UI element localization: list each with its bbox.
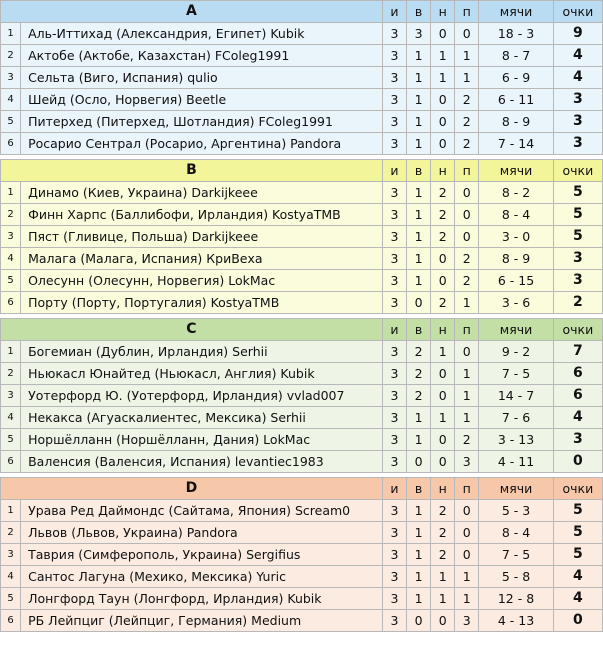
team-name: Шейд (Осло, Норвегия) Beetle <box>21 89 383 111</box>
team-name: РБ Лейпциг (Лейпциг, Германия) Medium <box>21 610 383 632</box>
won: 1 <box>407 544 431 566</box>
goals: 4 - 11 <box>479 451 553 473</box>
group-header-row <box>1 160 603 182</box>
goals: 9 - 2 <box>479 341 553 363</box>
lost: 1 <box>455 67 479 89</box>
played: 3 <box>382 407 406 429</box>
played: 3 <box>382 429 406 451</box>
drawn: 0 <box>431 270 455 292</box>
points: 3 <box>553 270 602 292</box>
played: 3 <box>382 588 406 610</box>
col-header-points: очки <box>553 160 602 182</box>
won: 1 <box>407 407 431 429</box>
drawn: 2 <box>431 522 455 544</box>
col-header-lost: п <box>455 160 479 182</box>
played: 3 <box>382 133 406 155</box>
table-row <box>1 610 603 632</box>
team-name: Богемиан (Дублин, Ирландия) Serhii <box>21 341 383 363</box>
team-name: Львов (Львов, Украина) Pandora <box>21 522 383 544</box>
lost: 0 <box>455 204 479 226</box>
goals: 8 - 9 <box>479 111 553 133</box>
lost: 2 <box>455 133 479 155</box>
table-row <box>1 292 603 314</box>
points: 3 <box>553 89 602 111</box>
points: 5 <box>553 544 602 566</box>
team-name: Аль-Иттихад (Александрия, Египет) Kubik <box>21 23 383 45</box>
goals: 7 - 5 <box>479 363 553 385</box>
points: 6 <box>553 363 602 385</box>
table-row <box>1 23 603 45</box>
position: 5 <box>1 111 21 133</box>
table-row <box>1 111 603 133</box>
won: 1 <box>407 248 431 270</box>
team-name: Лонгфорд Таун (Лонгфорд, Ирландия) Kubik <box>21 588 383 610</box>
won: 1 <box>407 111 431 133</box>
table-row <box>1 588 603 610</box>
played: 3 <box>382 522 406 544</box>
points: 0 <box>553 610 602 632</box>
won: 1 <box>407 270 431 292</box>
position: 6 <box>1 292 21 314</box>
col-header-drawn: н <box>431 1 455 23</box>
lost: 2 <box>455 111 479 133</box>
drawn: 0 <box>431 23 455 45</box>
table-row <box>1 204 603 226</box>
table-row <box>1 363 603 385</box>
position: 1 <box>1 500 21 522</box>
col-header-lost: п <box>455 1 479 23</box>
played: 3 <box>382 544 406 566</box>
points: 5 <box>553 226 602 248</box>
played: 3 <box>382 363 406 385</box>
lost: 0 <box>455 341 479 363</box>
lost: 2 <box>455 429 479 451</box>
team-name: Урава Ред Даймондс (Сайтама, Япония) Scream0 <box>21 500 383 522</box>
played: 3 <box>382 111 406 133</box>
lost: 0 <box>455 226 479 248</box>
won: 2 <box>407 363 431 385</box>
points: 4 <box>553 588 602 610</box>
drawn: 1 <box>431 588 455 610</box>
team-name: Малага (Малага, Испания) КриВеха <box>21 248 383 270</box>
played: 3 <box>382 226 406 248</box>
goals: 8 - 2 <box>479 182 553 204</box>
lost: 2 <box>455 89 479 111</box>
drawn: 0 <box>431 610 455 632</box>
won: 2 <box>407 385 431 407</box>
goals: 5 - 8 <box>479 566 553 588</box>
drawn: 1 <box>431 67 455 89</box>
drawn: 0 <box>431 429 455 451</box>
lost: 1 <box>455 566 479 588</box>
lost: 1 <box>455 407 479 429</box>
points: 3 <box>553 133 602 155</box>
played: 3 <box>382 292 406 314</box>
table-row <box>1 407 603 429</box>
goals: 6 - 11 <box>479 89 553 111</box>
position: 4 <box>1 407 21 429</box>
points: 5 <box>553 522 602 544</box>
drawn: 0 <box>431 89 455 111</box>
position: 6 <box>1 133 21 155</box>
group-header-row <box>1 478 603 500</box>
group-name: A <box>1 1 383 23</box>
won: 1 <box>407 522 431 544</box>
lost: 2 <box>455 248 479 270</box>
position: 3 <box>1 67 21 89</box>
played: 3 <box>382 385 406 407</box>
team-name: Динамо (Киев, Украина) Darkijkeee <box>21 182 383 204</box>
goals: 8 - 7 <box>479 45 553 67</box>
goals: 6 - 9 <box>479 67 553 89</box>
team-name: Росарио Сентрал (Росарио, Аргентина) Pandora <box>21 133 383 155</box>
drawn: 1 <box>431 341 455 363</box>
col-header-played: и <box>382 478 406 500</box>
played: 3 <box>382 270 406 292</box>
points: 0 <box>553 451 602 473</box>
lost: 1 <box>455 45 479 67</box>
won: 2 <box>407 341 431 363</box>
lost: 3 <box>455 610 479 632</box>
position: 2 <box>1 204 21 226</box>
points: 4 <box>553 566 602 588</box>
points: 2 <box>553 292 602 314</box>
drawn: 0 <box>431 385 455 407</box>
col-header-drawn: н <box>431 478 455 500</box>
col-header-drawn: н <box>431 160 455 182</box>
played: 3 <box>382 182 406 204</box>
points: 3 <box>553 248 602 270</box>
drawn: 2 <box>431 292 455 314</box>
position: 6 <box>1 610 21 632</box>
points: 7 <box>553 341 602 363</box>
played: 3 <box>382 248 406 270</box>
table-row <box>1 341 603 363</box>
won: 1 <box>407 89 431 111</box>
won: 0 <box>407 610 431 632</box>
drawn: 1 <box>431 407 455 429</box>
goals: 4 - 13 <box>479 610 553 632</box>
col-header-won: в <box>407 1 431 23</box>
col-header-lost: п <box>455 319 479 341</box>
played: 3 <box>382 89 406 111</box>
group-table <box>0 159 603 314</box>
points: 3 <box>553 111 602 133</box>
col-header-lost: п <box>455 478 479 500</box>
group-name: C <box>1 319 383 341</box>
points: 4 <box>553 407 602 429</box>
points: 5 <box>553 182 602 204</box>
position: 4 <box>1 89 21 111</box>
goals: 7 - 5 <box>479 544 553 566</box>
won: 1 <box>407 182 431 204</box>
table-row <box>1 451 603 473</box>
col-header-drawn: н <box>431 319 455 341</box>
points: 6 <box>553 385 602 407</box>
table-row <box>1 385 603 407</box>
points: 4 <box>553 67 602 89</box>
table-row <box>1 429 603 451</box>
position: 3 <box>1 226 21 248</box>
drawn: 2 <box>431 204 455 226</box>
drawn: 1 <box>431 45 455 67</box>
team-name: Ньюкасл Юнайтед (Ньюкасл, Англия) Kubik <box>21 363 383 385</box>
col-header-goals: мячи <box>479 1 553 23</box>
col-header-points: очки <box>553 319 602 341</box>
group-header-row <box>1 319 603 341</box>
drawn: 2 <box>431 226 455 248</box>
team-name: Норшёлланн (Норшёлланн, Дания) LokMac <box>21 429 383 451</box>
position: 6 <box>1 451 21 473</box>
played: 3 <box>382 45 406 67</box>
points: 9 <box>553 23 602 45</box>
col-header-played: и <box>382 1 406 23</box>
position: 5 <box>1 429 21 451</box>
col-header-won: в <box>407 478 431 500</box>
col-header-played: и <box>382 319 406 341</box>
points: 4 <box>553 45 602 67</box>
lost: 0 <box>455 182 479 204</box>
col-header-points: очки <box>553 478 602 500</box>
group-table <box>0 318 603 473</box>
position: 5 <box>1 588 21 610</box>
team-name: Валенсия (Валенсия, Испания) levantiec1983 <box>21 451 383 473</box>
team-name: Пяст (Гливице, Польша) Darkijkeee <box>21 226 383 248</box>
table-row <box>1 45 603 67</box>
played: 3 <box>382 566 406 588</box>
goals: 18 - 3 <box>479 23 553 45</box>
won: 1 <box>407 226 431 248</box>
won: 1 <box>407 45 431 67</box>
drawn: 1 <box>431 566 455 588</box>
drawn: 0 <box>431 111 455 133</box>
played: 3 <box>382 610 406 632</box>
team-name: Порту (Порту, Португалия) KostyaTMB <box>21 292 383 314</box>
position: 1 <box>1 341 21 363</box>
lost: 0 <box>455 544 479 566</box>
points: 5 <box>553 204 602 226</box>
goals: 5 - 3 <box>479 500 553 522</box>
table-row <box>1 89 603 111</box>
table-row <box>1 522 603 544</box>
lost: 3 <box>455 451 479 473</box>
group-table <box>0 477 603 632</box>
goals: 3 - 0 <box>479 226 553 248</box>
won: 1 <box>407 133 431 155</box>
team-name: Сантос Лагуна (Мехико, Мексика) Yuric <box>21 566 383 588</box>
drawn: 2 <box>431 544 455 566</box>
team-name: Олесунн (Олесунн, Норвегия) LokMac <box>21 270 383 292</box>
col-header-goals: мячи <box>479 319 553 341</box>
won: 1 <box>407 588 431 610</box>
points: 5 <box>553 500 602 522</box>
won: 0 <box>407 292 431 314</box>
position: 3 <box>1 385 21 407</box>
position: 1 <box>1 23 21 45</box>
col-header-played: и <box>382 160 406 182</box>
team-name: Актобе (Актобе, Казахстан) FColeg1991 <box>21 45 383 67</box>
goals: 7 - 14 <box>479 133 553 155</box>
position: 4 <box>1 248 21 270</box>
col-header-goals: мячи <box>479 478 553 500</box>
table-row <box>1 270 603 292</box>
lost: 1 <box>455 363 479 385</box>
table-row <box>1 133 603 155</box>
goals: 7 - 6 <box>479 407 553 429</box>
won: 1 <box>407 500 431 522</box>
col-header-won: в <box>407 319 431 341</box>
lost: 2 <box>455 270 479 292</box>
played: 3 <box>382 341 406 363</box>
goals: 6 - 15 <box>479 270 553 292</box>
goals: 8 - 4 <box>479 522 553 544</box>
team-name: Питерхед (Питерхед, Шотландия) FColeg1991 <box>21 111 383 133</box>
played: 3 <box>382 23 406 45</box>
lost: 1 <box>455 292 479 314</box>
position: 2 <box>1 45 21 67</box>
position: 2 <box>1 363 21 385</box>
position: 4 <box>1 566 21 588</box>
points: 3 <box>553 429 602 451</box>
lost: 0 <box>455 522 479 544</box>
table-row <box>1 500 603 522</box>
lost: 0 <box>455 500 479 522</box>
position: 5 <box>1 270 21 292</box>
drawn: 0 <box>431 133 455 155</box>
group-name: D <box>1 478 383 500</box>
table-row <box>1 226 603 248</box>
goals: 14 - 7 <box>479 385 553 407</box>
won: 0 <box>407 451 431 473</box>
table-row <box>1 544 603 566</box>
played: 3 <box>382 67 406 89</box>
played: 3 <box>382 204 406 226</box>
team-name: Сельта (Виго, Испания) qulio <box>21 67 383 89</box>
group-table <box>0 0 603 155</box>
col-header-won: в <box>407 160 431 182</box>
position: 3 <box>1 544 21 566</box>
table-row <box>1 248 603 270</box>
played: 3 <box>382 500 406 522</box>
position: 1 <box>1 182 21 204</box>
lost: 1 <box>455 588 479 610</box>
goals: 12 - 8 <box>479 588 553 610</box>
table-row <box>1 67 603 89</box>
group-name: B <box>1 160 383 182</box>
team-name: Таврия (Симферополь, Украина) Sergifius <box>21 544 383 566</box>
team-name: Финн Харпс (Баллибофи, Ирландия) KostyaTMB <box>21 204 383 226</box>
won: 3 <box>407 23 431 45</box>
team-name: Уотерфорд Ю. (Уотерфорд, Ирландия) vvlad007 <box>21 385 383 407</box>
won: 1 <box>407 67 431 89</box>
position: 2 <box>1 522 21 544</box>
col-header-goals: мячи <box>479 160 553 182</box>
played: 3 <box>382 451 406 473</box>
goals: 8 - 9 <box>479 248 553 270</box>
table-row <box>1 566 603 588</box>
drawn: 0 <box>431 248 455 270</box>
lost: 0 <box>455 23 479 45</box>
goals: 3 - 6 <box>479 292 553 314</box>
team-name: Некакса (Агуаскалиентес, Мексика) Serhii <box>21 407 383 429</box>
won: 1 <box>407 204 431 226</box>
lost: 1 <box>455 385 479 407</box>
group-header-row <box>1 1 603 23</box>
won: 1 <box>407 429 431 451</box>
col-header-points: очки <box>553 1 602 23</box>
table-row <box>1 182 603 204</box>
drawn: 0 <box>431 363 455 385</box>
goals: 3 - 13 <box>479 429 553 451</box>
goals: 8 - 4 <box>479 204 553 226</box>
drawn: 2 <box>431 500 455 522</box>
drawn: 0 <box>431 451 455 473</box>
drawn: 2 <box>431 182 455 204</box>
won: 1 <box>407 566 431 588</box>
